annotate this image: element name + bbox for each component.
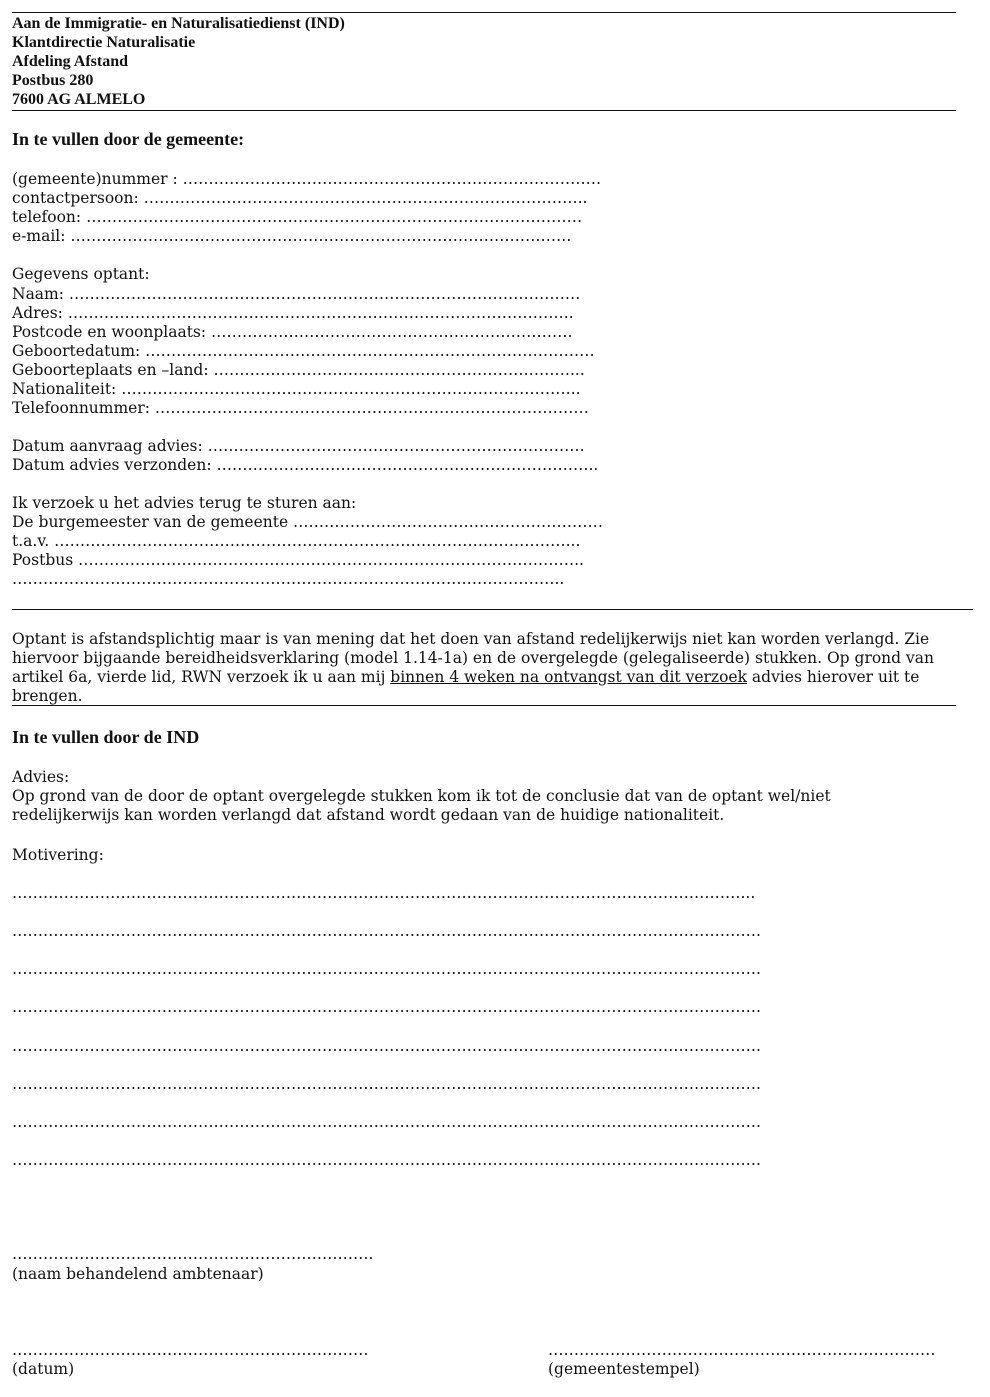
optant-name-field[interactable]: Naam: ……………………………………………………………………………………… (12, 285, 581, 303)
motivation-line[interactable]: ………………………………………………………………………………………………………………………………. (12, 1075, 761, 1093)
address-line-1: Aan de Immigratie- en Naturalisatiedienst (IND) (12, 15, 345, 32)
stamp-label: (gemeentestempel) (548, 1360, 700, 1378)
return-pobox-field[interactable]: Postbus …………………………………………………………………………………….. (12, 551, 584, 569)
motivation-line[interactable]: ………………………………………………………………………………………………………………………………. (12, 1113, 761, 1131)
official-name-label: (naam behandelend ambtenaar) (12, 1265, 264, 1283)
optant-heading: Gegevens optant: (12, 265, 150, 283)
request-deadline: binnen 4 weken na ontvangst van dit verzoek (390, 668, 747, 686)
date-field[interactable]: …………………………………………………………… (12, 1341, 369, 1359)
date-label: (datum) (12, 1360, 75, 1378)
phone-field[interactable]: telefoon: …………………………………………………………………………………… (12, 208, 583, 226)
motivation-label: Motivering: (12, 846, 104, 864)
request-date-field[interactable]: Datum aanvraag advies: ………………………………………………………………. (12, 437, 585, 455)
address-line-2: Klantdirectie Naturalisatie (12, 34, 196, 51)
return-extra-field[interactable]: …………………………………………………………………………………………….. (12, 570, 565, 588)
request-text-2: advies hierover uit te brengen. (12, 668, 920, 705)
optant-postal-field[interactable]: Postcode en woonplaats: ……………………………………………………………. (12, 323, 573, 341)
email-field[interactable]: e-mail: ……………………………………………………………………………………. (12, 227, 572, 245)
official-name-field[interactable]: ……………………………………………………………. (12, 1245, 374, 1263)
motivation-line[interactable]: ………………………………………………………………………………………………………………………………. (12, 1037, 761, 1055)
address-bottom-rule (12, 110, 956, 111)
contact-person-field[interactable]: contactpersoon: ………………………………………………………………………….. (12, 189, 588, 207)
request-paragraph (12, 630, 962, 706)
ind-heading: In te vullen door de IND (12, 727, 200, 747)
optant-birthplace-field[interactable]: Geboorteplaats en –land: ……………………………………………………………... (12, 361, 585, 379)
address-line-4: Postbus 280 (12, 72, 94, 89)
section-rule-1 (12, 609, 973, 610)
municipality-number-field[interactable]: (gemeente)nummer : ……………………………………………………………………… (12, 170, 602, 188)
optant-telephone-field[interactable]: Telefoonnummer: ………………………………………………………………………… (12, 399, 589, 417)
return-attn-field[interactable]: t.a.v. ………………………………………………………………………………………... (12, 532, 581, 550)
optant-birthdate-field[interactable]: Geboortedatum: …………………………………………………………………………… (12, 342, 595, 360)
optant-nationality-field[interactable]: Nationaliteit: …………………………………………………………………………….. (12, 380, 581, 398)
advice-label: Advies: (12, 768, 70, 786)
return-mayor-field[interactable]: De burgemeester van de gemeente …………………………………………………… (12, 513, 604, 531)
municipality-heading: In te vullen door de gemeente: (12, 129, 245, 149)
advice-text: Op grond van de door de optant overgelegde stukken kom ik tot de conclusie dat van de optant wel/niet redelijkerwijs kan worden verlangd dat afstand wordt gedaan van de huidige nationaliteit. (12, 787, 831, 824)
stamp-field[interactable]: ………………………………………………………………… (548, 1341, 936, 1359)
address-line-5: 7600 AG ALMELO (12, 91, 146, 108)
top-rule (12, 12, 956, 13)
motivation-line[interactable]: ………………………………………………………………………………………………………………………………. (12, 960, 761, 978)
motivation-line[interactable]: ………………………………………………………………………………………………………………………………. (12, 922, 761, 940)
motivation-line[interactable]: ……………………………………………………………………………………………………………………………... (12, 884, 756, 902)
optant-address-field[interactable]: Adres: …………………………………………………………………………………….. (12, 304, 574, 322)
request-text-1: Optant is afstandsplichtig maar is van mening dat het doen van afstand redelijkerwijs niet kan worden verlangd. Zie hiervoor bijgaande bereidheidsverklaring (model 1.14-1a) en de overgelegde (gelegaliseerde) stukken. Op grond van artikel 6a, vierde lid, RWN verzoek ik u aan mij (12, 630, 934, 686)
address-line-3: Afdeling Afstand (12, 53, 129, 70)
return-intro: Ik verzoek u het advies terug te sturen aan: (12, 494, 357, 512)
section-rule-2 (12, 705, 956, 706)
motivation-line[interactable]: ………………………………………………………………………………………………………………………………. (12, 998, 761, 1016)
sent-date-field[interactable]: Datum advies verzonden: ……………………………………………………………….. (12, 456, 599, 474)
motivation-line[interactable]: ………………………………………………………………………………………………………………………………. (12, 1151, 761, 1169)
